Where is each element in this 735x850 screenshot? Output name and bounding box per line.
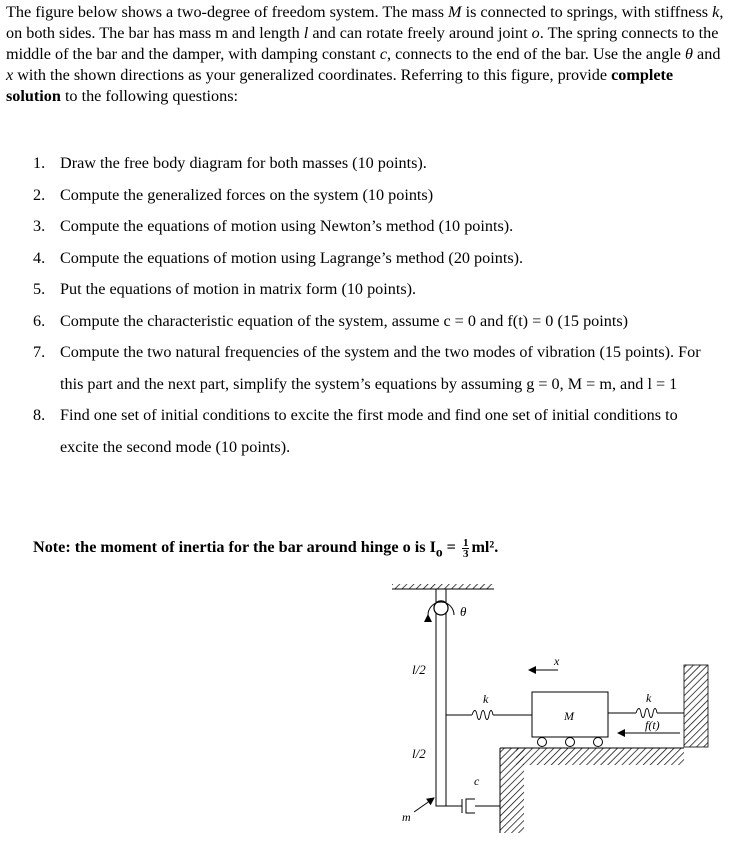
question-number: 1. <box>33 154 46 172</box>
wheel <box>566 738 575 747</box>
damper-label: c <box>474 774 480 788</box>
question-number: 3. <box>33 217 46 235</box>
note-fraction <box>462 538 470 559</box>
fraction-numerator: 1 <box>462 537 469 549</box>
note-subscript: o <box>435 544 443 560</box>
note-text: Note: the moment of inertia for the bar around hinge o is I <box>33 538 436 557</box>
force-label: f(t) <box>645 718 660 732</box>
intro-text-6: , connects to the end of the bar. Use the angle <box>387 45 686 63</box>
question-text: Compute the equations of motion using Lagrange’s method (20 points). <box>60 248 524 267</box>
k-right-label: k <box>646 691 652 705</box>
intro-text-8: with the shown directions as your generalized coordinates. Referring to this figure, provide <box>13 66 612 84</box>
question-number: 5. <box>33 280 46 298</box>
intro-text-5: . The spring connects to the middle of the bar and the damper, with damping constant <box>6 24 719 63</box>
bar-mass-label: m <box>402 810 411 824</box>
half-length-bottom: l/2 <box>412 746 426 761</box>
x-label: x <box>554 654 560 668</box>
question-text: Compute the equations of motion using Newton’s method (10 points). <box>60 217 514 235</box>
bar <box>436 608 446 806</box>
question-text: Compute the characteristic equation of the system, assume c = 0 and f(t) = 0 (15 points) <box>60 311 629 330</box>
intro-bold: complete solution <box>6 66 674 105</box>
question-number: 7. <box>33 343 46 361</box>
bar-mass-arrow <box>414 798 434 812</box>
theta-label: θ <box>460 604 467 619</box>
question-text: Compute the two natural frequencies of the system and the two modes of vibration (15 points). For this part and the next part, simplify the system’s equations by assuming g = 0, M = m, and l = 1 <box>60 343 701 393</box>
question-item <box>0 274 720 306</box>
question-text: Put the equations of motion in matrix form (10 points). <box>60 280 417 298</box>
mass-label: M <box>564 709 574 723</box>
intro-c-symbol: c <box>379 45 388 63</box>
intro-text-2: is connected to springs, with stiffness <box>461 3 713 21</box>
question-item <box>0 306 720 338</box>
intro-text-3: , on both sides. The bar has mass m and length <box>6 3 724 42</box>
question-item <box>0 400 720 463</box>
k-left-label: k <box>483 692 489 706</box>
wheel <box>538 738 547 747</box>
wheel <box>594 738 603 747</box>
intro-x-symbol: x <box>6 66 14 84</box>
intro-k-symbol: k <box>712 3 720 21</box>
question-number: 6. <box>33 311 46 330</box>
question-number: 2. <box>33 185 46 204</box>
intro-text-9: to the following questions: <box>60 87 239 105</box>
intro-text-7: and <box>693 45 721 63</box>
ground-hatch <box>516 748 684 765</box>
intro-text-1: The figure below shows a two-degree of freedom system. The mass <box>6 3 449 21</box>
question-item <box>0 337 720 400</box>
problem-intro <box>6 2 728 107</box>
question-text: Find one set of initial conditions to excite the first mode and find one set of initial conditions to excite the second mode (10 points). <box>60 406 678 456</box>
intro-o-symbol: o <box>531 24 540 42</box>
moment-of-inertia-note <box>33 538 498 560</box>
question-item <box>0 180 720 212</box>
question-item <box>0 211 720 243</box>
left-spring <box>446 711 532 720</box>
intro-mass-symbol: M <box>448 3 462 21</box>
right-wall <box>684 665 708 747</box>
question-number: 8. <box>33 406 46 424</box>
damper <box>446 799 500 813</box>
half-length-top: l/2 <box>412 662 426 677</box>
intro-theta-symbol: θ <box>685 45 693 63</box>
question-text: Draw the free body diagram for both masses (10 points). <box>60 154 427 172</box>
right-spring <box>608 709 684 718</box>
question-list <box>0 148 720 463</box>
question-text: Compute the generalized forces on the system (10 points) <box>60 185 434 204</box>
ceiling-hatch <box>392 584 494 589</box>
fraction-denominator: 3 <box>462 548 469 560</box>
intro-text-4: and can rotate freely around joint <box>308 24 532 42</box>
note-tail: ml². <box>471 538 499 557</box>
question-item <box>0 148 720 180</box>
note-equals: = <box>442 538 460 557</box>
step-wall-hatch <box>500 748 524 833</box>
question-number: 4. <box>33 248 46 267</box>
question-item <box>0 243 720 275</box>
system-figure <box>380 575 720 840</box>
intro-l-symbol: l <box>303 24 309 42</box>
